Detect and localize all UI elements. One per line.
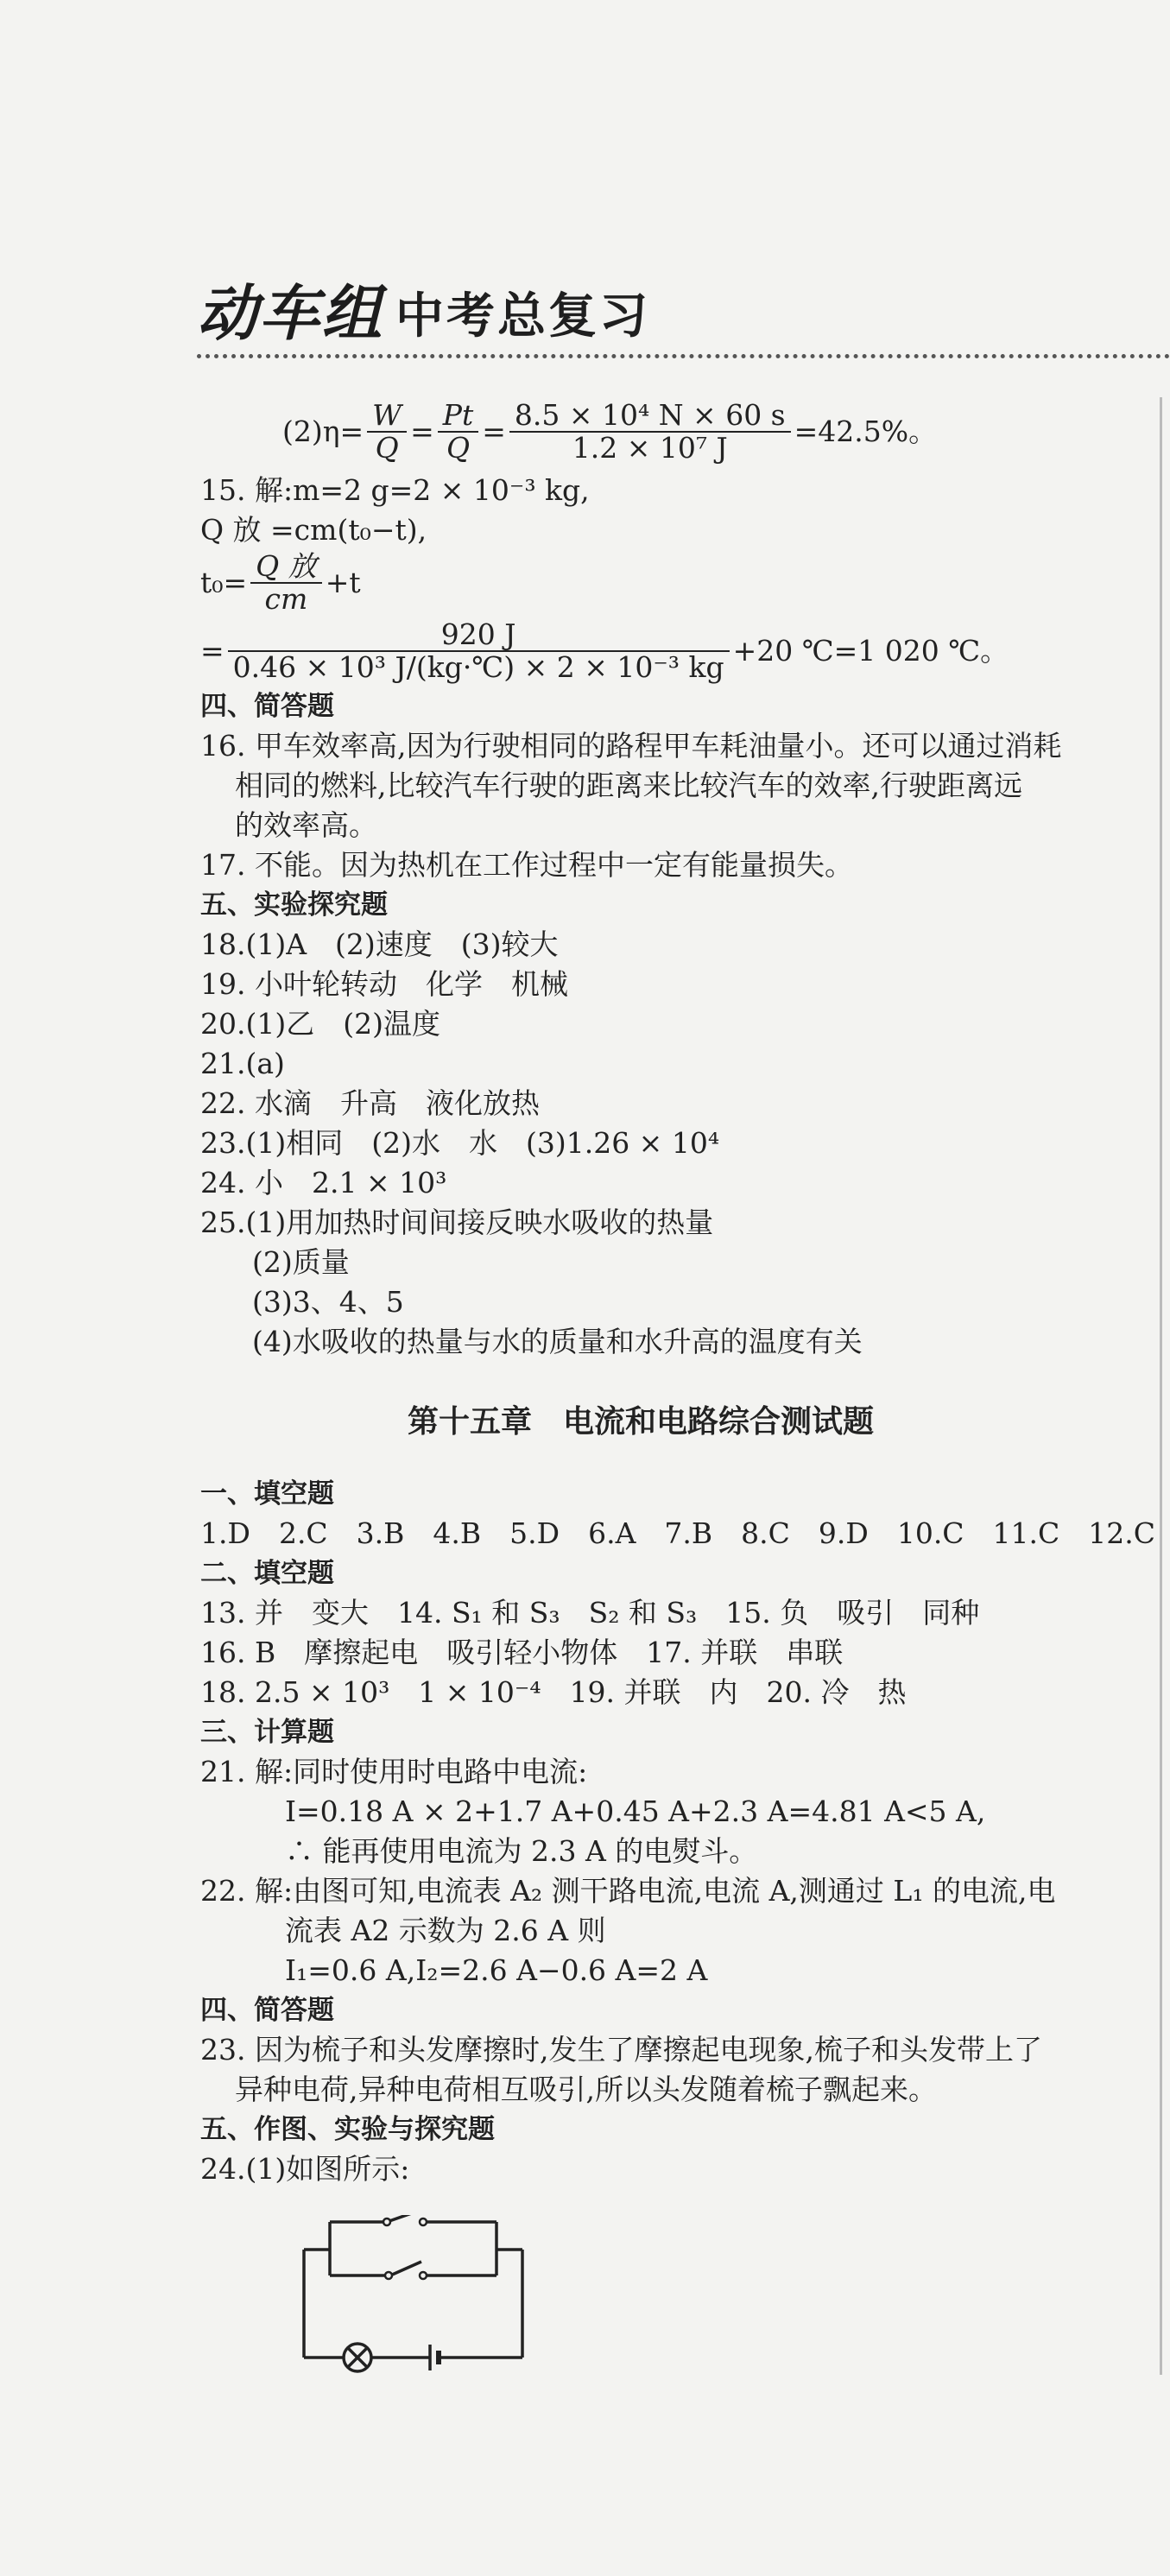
answer-line: 23.(1)相同 (2)水 水 (3)1.26 × 10⁴ xyxy=(200,1126,720,1160)
page-header xyxy=(197,275,650,352)
fraction: $\frac{920 J}{\text{0.46 × 10³ J/(kg·℃) × 2 × 10⁻³ kg}}$ xyxy=(228,619,730,683)
fraction: $\frac{Pt}{Q}$ xyxy=(438,400,478,464)
answer-line: 16. B 摩擦起电 吸引轻小物体 17. 并联 串联 xyxy=(200,1636,844,1669)
fraction: $\frac{W}{Q}$ xyxy=(367,400,407,464)
header-divider xyxy=(197,354,1170,358)
answer-line: 21.(a) xyxy=(200,1047,285,1080)
answer-body xyxy=(200,393,1156,2189)
section-heading: 五、作图、实验与探究题 xyxy=(200,2114,495,2145)
answer-line: 25.(1)用加热时间间接反映水吸收的热量 xyxy=(200,1206,714,1239)
switch-s1 xyxy=(387,2215,421,2222)
formula-t0: t₀= $\frac{\text{Q 放}}{cm}$ +t xyxy=(200,549,361,616)
page-edge-line xyxy=(1160,397,1162,2375)
formula-text: (2)η= xyxy=(282,415,364,448)
answer-line: 18.(1)A (2)速度 (3)较大 xyxy=(200,927,559,961)
header-title: 中考总复习 xyxy=(395,288,650,345)
answer-line: 22. 解:由图可知,电流表 A₂ 测干路电流,电流 A,测通过 L₁ 的电流,电 xyxy=(200,1874,1056,1908)
answer-line: (4)水吸收的热量与水的质量和水升高的温度有关 xyxy=(252,1325,863,1358)
answer-line: 的效率高。 xyxy=(235,808,377,842)
answer-line: I₁=0.6 A,I₂=2.6 A−0.6 A=2 A xyxy=(285,1953,708,1987)
answer-line: (2)质量 xyxy=(252,1245,350,1279)
formula-t0-value: = $\frac{920 J}{\text{0.46 × 10³ J/(kg·℃) × 2 × 10⁻³ kg}}$ +20 ℃=1 020 ℃。 xyxy=(200,617,1009,684)
answer-line: 20.(1)乙 (2)温度 xyxy=(200,1007,440,1041)
circuit-diagram xyxy=(294,2215,535,2375)
section-heading: 四、简答题 xyxy=(200,1995,334,2026)
chapter-title: 第十五章 电流和电路综合测试题 xyxy=(407,1404,874,1440)
section-heading: 三、计算题 xyxy=(200,1717,334,1748)
answer-line: 19. 小叶轮转动 化学 机械 xyxy=(200,967,568,1001)
answer-line: 异种电荷,异种电荷相互吸引,所以头发随着梳子飘起来。 xyxy=(235,2073,937,2106)
answer-line: 22. 水滴 升高 液化放热 xyxy=(200,1086,540,1120)
answer-line: 23. 因为梳子和头发摩擦时,发生了摩擦起电现象,梳子和头发带上了 xyxy=(200,2033,1042,2066)
answer-line: 16. 甲车效率高,因为行驶相同的路程甲车耗油量小。还可以通过消耗 xyxy=(200,729,1062,763)
answer-line: (3)3、4、5 xyxy=(252,1285,404,1319)
answer-line: 24.(1)如图所示: xyxy=(200,2152,410,2186)
section-heading: 二、填空题 xyxy=(200,1558,334,1589)
answer-line: Q 放 =cm(t₀−t), xyxy=(200,513,427,547)
answer-line: 15. 解:m=2 g=2 × 10⁻³ kg, xyxy=(200,473,590,507)
answer-line: 1.D 2.C 3.B 4.B 5.D 6.A 7.B 8.C 9.D 10.C 11.C 12.C xyxy=(200,1516,1156,1550)
answer-line: 18. 2.5 × 10³ 1 × 10⁻⁴ 19. 并联 内 20. 冷 热 xyxy=(200,1675,907,1709)
section-heading: 四、简答题 xyxy=(200,691,334,722)
answer-line: 流表 A2 示数为 2.6 A 则 xyxy=(285,1914,606,1947)
answer-line: 17. 不能。因为热机在工作过程中一定有能量损失。 xyxy=(200,848,853,882)
answer-line: 24. 小 2.1 × 10³ xyxy=(200,1166,447,1199)
section-heading: 一、填空题 xyxy=(200,1478,334,1510)
answer-line: ∴ 能再使用电流为 2.3 A 的电熨斗。 xyxy=(285,1834,758,1868)
section-heading: 五、实验探究题 xyxy=(200,889,388,921)
switch-s2 xyxy=(390,2262,421,2275)
answer-line: I=0.18 A × 2+1.7 A+0.45 A+2.3 A=4.81 A<5 A, xyxy=(285,1794,986,1828)
fraction: $\frac{\text{8.5 × 10⁴ N × 60 s}}{\text{1.2 × 10⁷ J}}$ xyxy=(509,400,791,464)
answer-line: 相同的燃料,比较汽车行驶的距离来比较汽车的效率,行驶距离远 xyxy=(235,769,1022,802)
formula-efficiency: (2)η= $\frac{W}{Q}$ = $\frac{Pt}{Q}$ = $\frac{\text{8.5 × 10⁴ N × 60 s}}{\text{1.2 × 10⁷ J}}$ =42.5%。 xyxy=(282,398,938,465)
answer-line: 13. 并 变大 14. S₁ 和 S₃ S₂ 和 S₃ 15. 负 吸引 同种 xyxy=(200,1596,980,1630)
header-logo: 动车组 xyxy=(197,277,383,349)
answer-line: 21. 解:同时使用时电路中电流: xyxy=(200,1755,588,1788)
fraction: $\frac{\text{Q 放}}{cm}$ xyxy=(250,551,322,615)
